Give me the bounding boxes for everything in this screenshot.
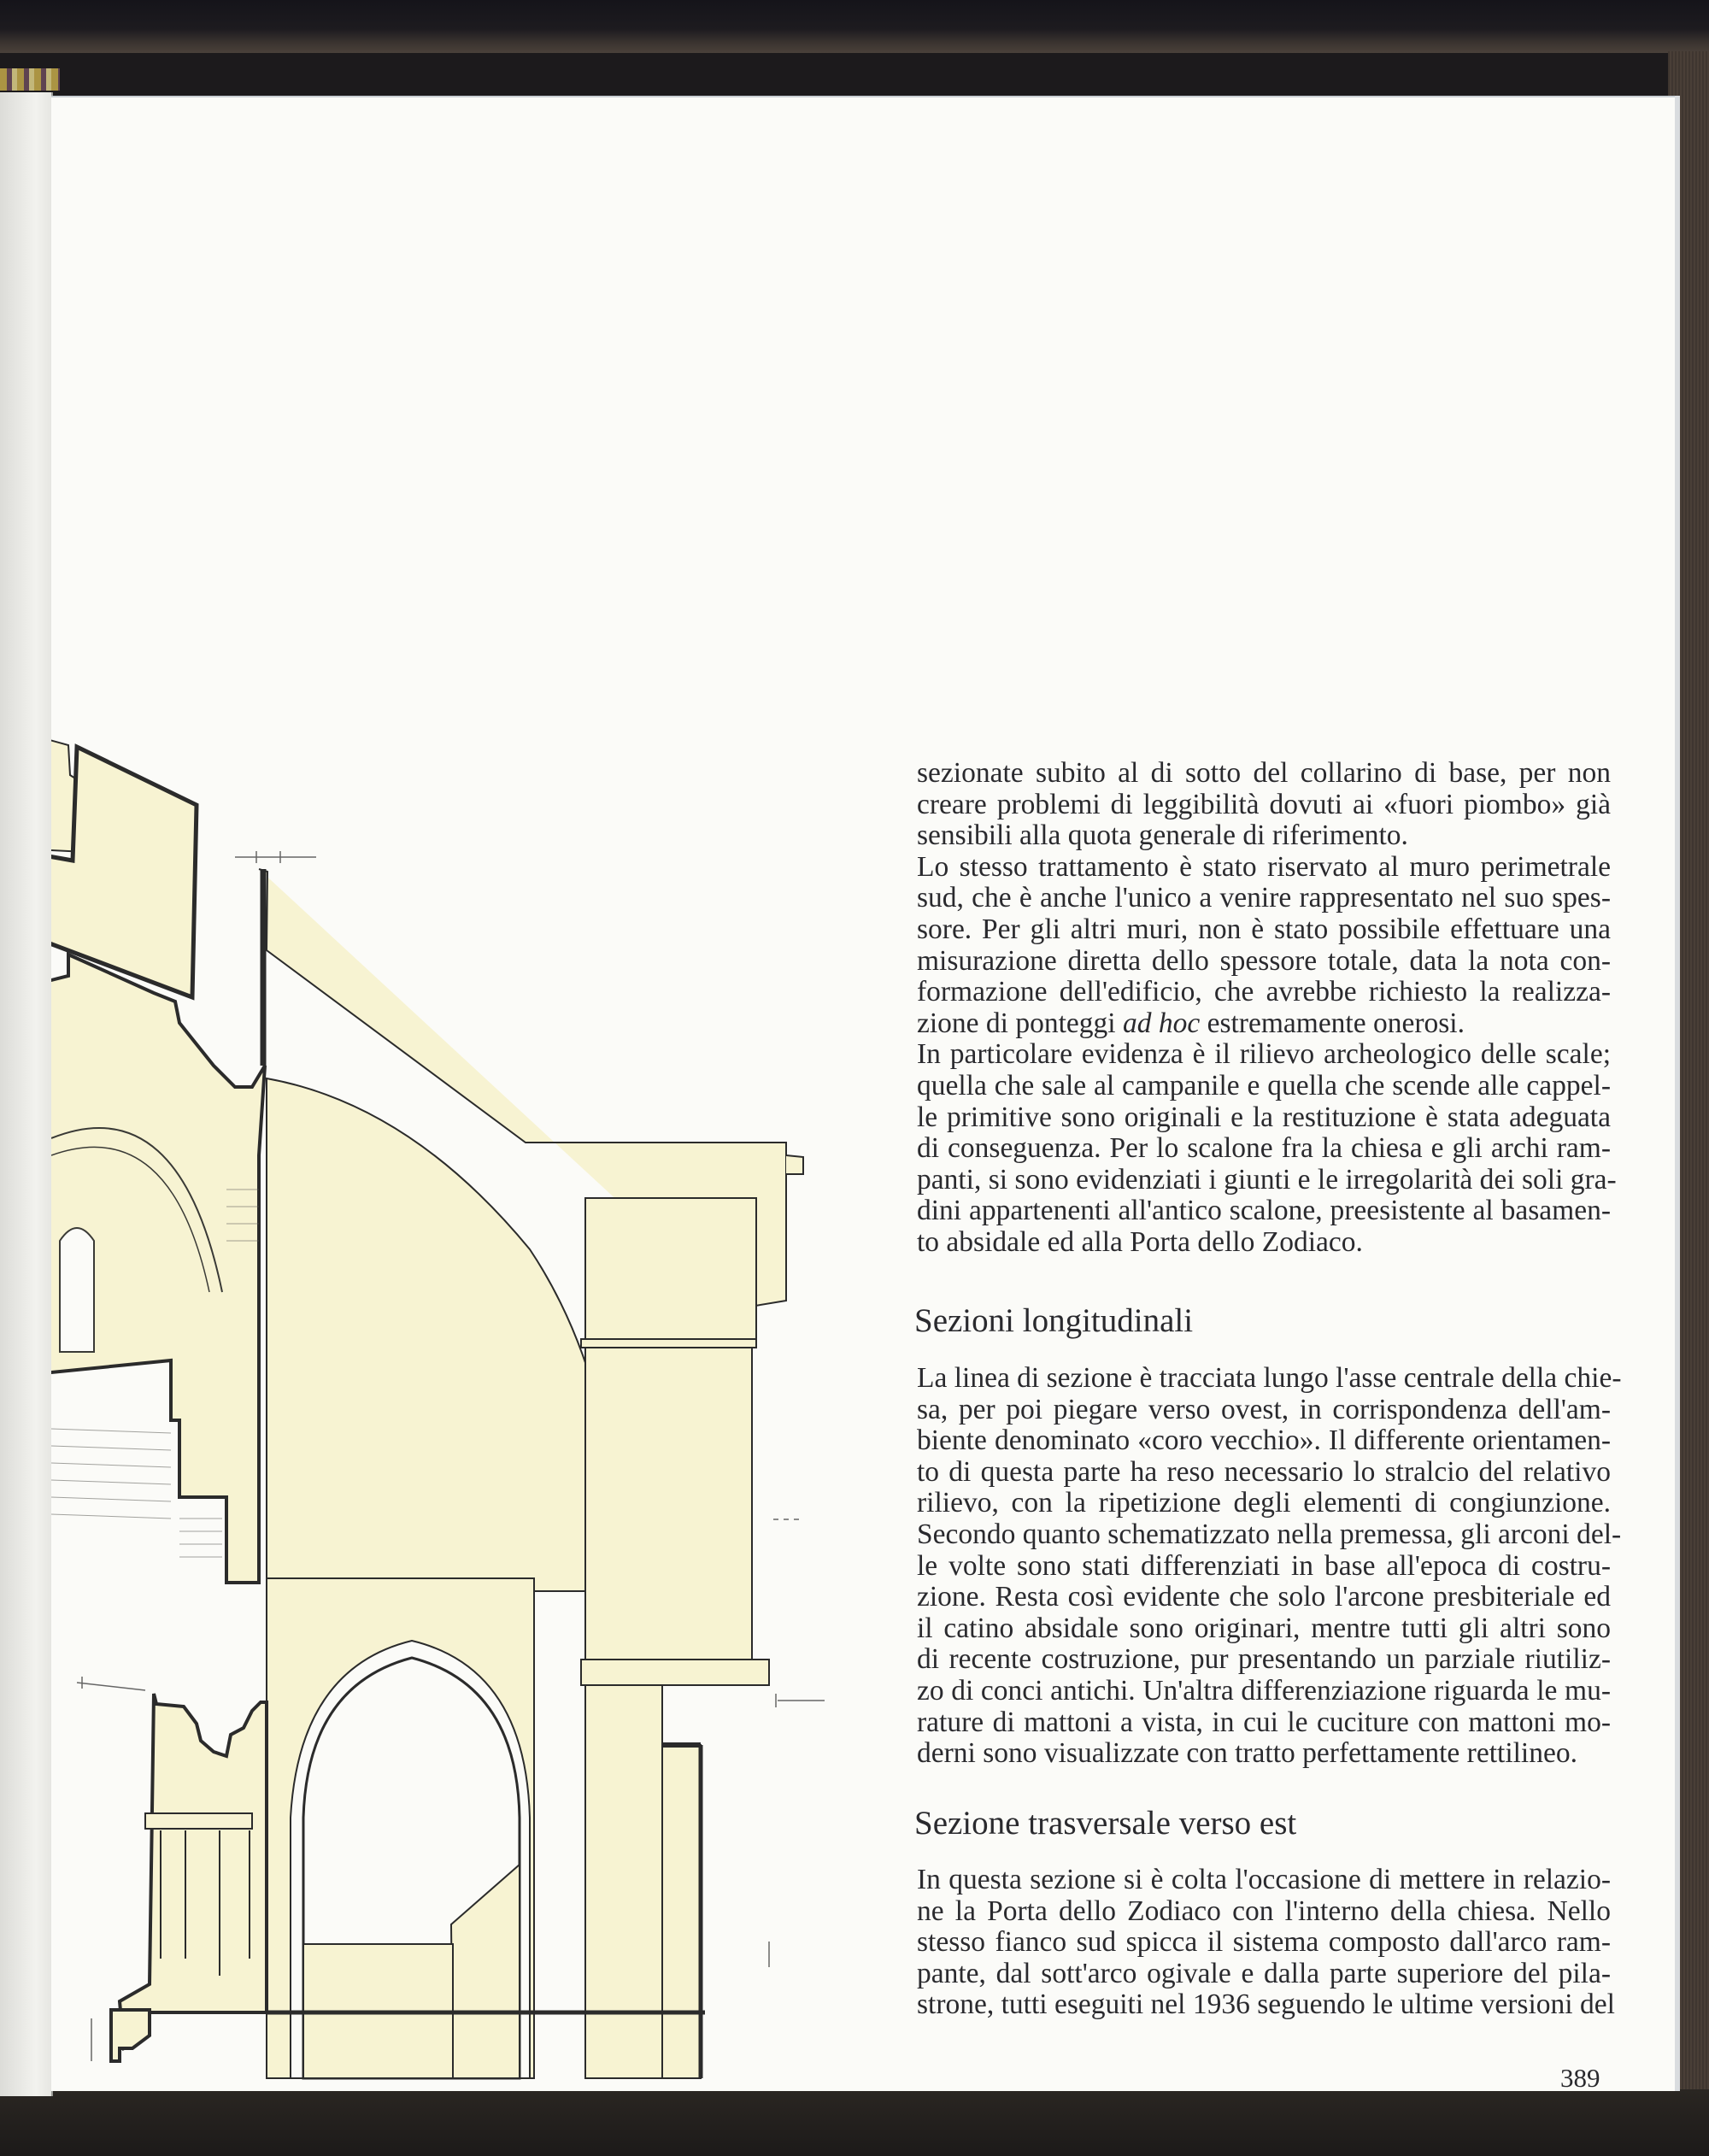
text-line: creare problemi di leggibilità dovuti ai «fuori piombo» già <box>917 788 1611 820</box>
text-line: formazione dell'edificio, che avrebbe richiesto la realizza- <box>917 976 1611 1008</box>
text-line: panti, si sono evidenziati i giunti e le irregolarità dei soli gra- <box>917 1163 1617 1195</box>
paragraph <box>917 1362 1622 1770</box>
book-page <box>51 96 1680 2091</box>
section-body-trasversale <box>917 1864 1615 2021</box>
text-line: Lo stesso trattamento è stato riservato al muro perimetrale <box>917 850 1611 883</box>
text-line: di conseguenza. Per lo scalone fra la chiesa e gli archi ram- <box>917 1132 1611 1165</box>
text-fragment: estremamente onerosi. <box>1200 1007 1465 1039</box>
text-line: sud, che è anche l'unico a venire rappresentato nel suo spes- <box>917 882 1611 914</box>
text-line: sa, per poi piegare verso ovest, in corrispondenza dell'am- <box>917 1393 1611 1425</box>
text-line: strone, tutti eseguiti nel 1936 seguendo le ultime versioni del <box>917 1989 1615 2021</box>
paragraph-scale <box>917 1038 1617 1258</box>
text-line: di recente costruzione, pur presentando un parziale riutiliz- <box>917 1643 1611 1676</box>
italic-term: ad hoc <box>1122 1007 1201 1039</box>
text-line: sensibili alla quota generale di riferimento. <box>917 820 1408 852</box>
book-binding-bottom <box>0 2089 1709 2156</box>
text-line: zo di conci antichi. Un'altra differenziazione riguarda le mu- <box>917 1674 1611 1707</box>
text-line: rature di mattoni a vista, in cui le cuciture con mattoni mo- <box>917 1706 1611 1738</box>
text-line: derni sono visualizzate con tratto perfettamente rettilineo. <box>917 1737 1577 1770</box>
text-line: Secondo quanto schematizzato nella premessa, gli arconi del- <box>917 1518 1622 1550</box>
section-heading-longitudinali: Sezioni longitudinali <box>914 1302 1194 1339</box>
intro-paragraph <box>917 758 1611 852</box>
spine-headband <box>0 68 60 91</box>
text-line: La linea di sezione è tracciata lungo l'asse centrale della chie- <box>917 1362 1622 1394</box>
facing-page-edge <box>0 92 53 2096</box>
body-text-column <box>917 757 1617 1259</box>
text-line: biente denominato «coro vecchio». Il differente orientamen- <box>917 1425 1611 1457</box>
text-line: In questa sezione si è colta l'occasione di mettere in relazio- <box>917 1864 1611 1895</box>
text-line: le volte sono stati differenziati in base all'epoca di costru- <box>917 1549 1611 1582</box>
paragraph-muro-perimetrale <box>917 852 1611 1040</box>
architectural-section-drawing <box>51 96 854 2091</box>
text-line: ne la Porta dello Zodiaco con l'interno della chiesa. Nello <box>917 1895 1611 1927</box>
text-line: to absidale ed alla Porta dello Zodiaco. <box>917 1225 1363 1258</box>
text-line: zione. Resta così evidente che solo l'arcone presbiteriale ed <box>917 1581 1611 1613</box>
text-line: misurazione diretta dello spessore totale, data la nota con- <box>917 944 1611 977</box>
text-line: to di questa parte ha reso necessario lo stralcio del relativo <box>917 1455 1611 1488</box>
text-line: dini appartenenti all'antico scalone, preesistente al basamen- <box>917 1195 1611 1227</box>
text-line: sezionate subito al di sotto del collarino di base, per non <box>917 757 1611 789</box>
text-line: sore. Per gli altri muri, non è stato possibile effettuare una <box>917 913 1611 945</box>
text-line: le primitive sono originali e la restituzione è stata adeguata <box>917 1101 1611 1133</box>
text-line: quella che sale al campanile e quella che scende alle cappel- <box>917 1069 1611 1101</box>
text-line: In particolare evidenza è il rilievo archeologico delle scale; <box>917 1038 1611 1071</box>
text-line <box>917 1008 1611 1040</box>
text-fragment: zione di ponteggi <box>917 1007 1123 1039</box>
text-line: rilievo, con la ripetizione degli elementi di congiunzione. <box>917 1487 1611 1519</box>
section-body-longitudinali <box>917 1362 1622 1770</box>
text-line: stesso fianco sud spicca il sistema composto dall'arco ram- <box>917 1926 1611 1959</box>
text-line: pante, dal sott'arco ogivale e dalla parte superiore del pila- <box>917 1957 1611 1989</box>
section-heading-trasversale: Sezione trasversale verso est <box>914 1805 1297 1842</box>
text-line: il catino absidale sono originari, mentre tutti gli altri sono <box>917 1612 1611 1644</box>
page-number: 389 <box>1560 2063 1600 2093</box>
paragraph <box>917 1864 1615 2021</box>
book-binding-top <box>0 0 1709 53</box>
